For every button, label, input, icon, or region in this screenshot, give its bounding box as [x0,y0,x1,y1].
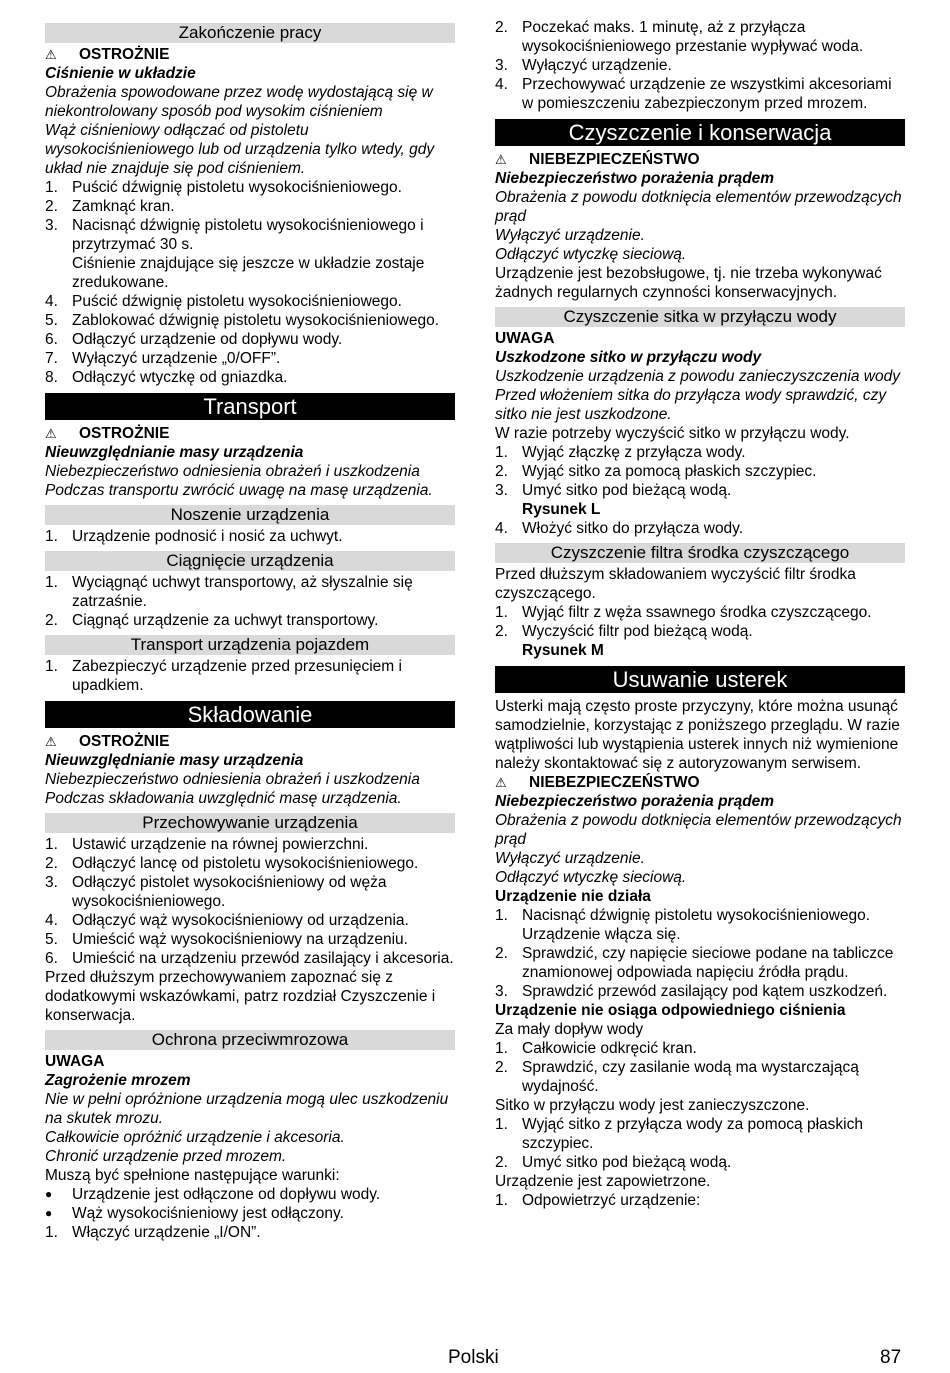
list-text: Włączyć urządzenie „I/ON”. [72,1224,261,1241]
list-number: 1. [495,1192,508,1209]
list-text: Odłączyć wtyczkę od gniazdka. [72,369,288,386]
list-text: Umyć sitko pod bieżącą wodą. [522,1154,732,1171]
step-result: Urządzenie włącza się. [522,926,681,943]
hazard-text: Uszkodzenie urządzenia z powodu zanieczyszczenia wody [495,368,900,385]
list-text: Ustawić urządzenie na równej powierzchni. [72,836,369,853]
paragraph: Urządzenie jest bezobsługowe, tj. nie trzeba wykonywać żadnych regularnych czynności konserwacyjnych. [495,265,882,301]
section-title: Czyszczenie i konserwacja [495,119,905,146]
list-item [495,1115,905,1153]
warning-label: OSTROŻNIE [79,425,170,442]
paragraph: Za mały dopływ wody [495,1021,644,1038]
list-text: Umieścić na urządzeniu przewód zasilający i akcesoria. [72,950,454,967]
list-number: 2. [495,1059,508,1076]
bold-label: UWAGA [495,330,555,347]
hazard-text: Przed włożeniem sitka do przyłącza wody sprawdzić, czy sitko nie jest uszkodzone. [495,387,887,423]
list-text: Zabezpieczyć urządzenie przed przesunięciem i upadkiem. [72,658,402,694]
list-text: Wyjąć filtr z węża ssawnego środka czyszczącego. [522,604,872,621]
list-item [45,292,455,311]
hazard-text: Całkowicie opróżnić urządzenie i akcesoria. [45,1129,345,1146]
subsection-title: Czyszczenie sitka w przyłączu wody [495,307,905,327]
hazard-text: Niebezpieczeństwo odniesienia obrażeń i uszkodzenia [45,463,420,480]
list-item [495,1058,905,1096]
list-number: 3. [495,983,508,1000]
list-number: 2. [495,1154,508,1171]
list-text: Odłączyć urządzenie od dopływu wody. [72,331,343,348]
list-number: 2. [495,623,508,640]
hazard-heading: Nieuwzględnianie masy urządzenia [45,752,304,769]
list-item [45,911,455,930]
list-number: 1. [495,1116,508,1133]
list-text: Nacisnąć dźwignię pistoletu wysokociśnieniowego. [522,907,871,924]
list-number: 1. [45,528,58,545]
list-item [45,368,455,387]
list-text: Zamknąć kran. [72,198,175,215]
bold-label: Urządzenie nie osiąga odpowiedniego ciśnienia [495,1002,846,1019]
warning-heading [45,732,455,751]
list-number: 1. [45,179,58,196]
list-item [45,854,455,873]
hazard-text: Podczas transportu zwrócić uwagę na masę urządzenia. [45,482,433,499]
list-item [495,18,905,56]
right-column [495,18,905,1210]
list-item [495,481,905,500]
hazard-heading: Uszkodzone sitko w przyłączu wody [495,349,762,366]
list-item [45,349,455,368]
list-item [45,873,455,911]
list-item [45,178,455,197]
list-text: Odłączyć lancę od pistoletu wysokociśnieniowego. [72,855,419,872]
list-number: 5. [45,931,58,948]
list-text: Odłączyć pistolet wysokociśnieniowy od węża wysokociśnieniowego. [72,874,387,910]
list-number: 1. [45,836,58,853]
warning-triangle-icon: ⚠ [45,47,57,62]
left-column [45,18,455,1242]
list-text: Zablokować dźwignię pistoletu wysokociśnieniowego. [72,312,440,329]
list-item [495,1039,905,1058]
warning-label: NIEBEZPIECZEŃSTWO [529,151,700,168]
hazard-text: Podczas składowania uwzględnić masę urządzenia. [45,790,402,807]
subsection-title: Noszenie urządzenia [45,505,455,525]
list-number: 3. [45,217,58,234]
hazard-heading: Niebezpieczeństwo porażenia prądem [495,793,775,810]
list-number: 3. [45,874,58,891]
list-item [45,1223,455,1242]
list-text: Poczekać maks. 1 minutę, aż z przyłącza wysokociśnieniowego przestanie wypływać woda. [522,19,864,55]
hazard-text: Obrażenia z powodu dotknięcia elementów przewodzących prąd [495,812,902,848]
list-item [45,835,455,854]
list-text: Puścić dźwignię pistoletu wysokociśnieniowego. [72,179,402,196]
warning-triangle-icon: ⚠ [45,426,57,441]
paragraph: W razie potrzeby wyczyścić sitko w przyłączu wody. [495,425,850,442]
list-number: 6. [45,950,58,967]
warning-heading [45,424,455,443]
hazard-text: Wyłączyć urządzenie. [495,227,645,244]
subsection-title: Ochrona przeciwmrozowa [45,1030,455,1050]
hazard-text: Wąż ciśnieniowy odłączać od pistoletu wysokociśnieniowego lub od urządzenia tylko wtedy, gdy układ nie znajduje się pod ciśnieniem. [45,122,435,177]
list-number: 2. [495,19,508,36]
list-item [495,519,905,538]
hazard-heading: Nieuwzględnianie masy urządzenia [45,444,304,461]
list-item [495,56,905,75]
list-number: 7. [45,350,58,367]
list-number: 3. [495,57,508,74]
hazard-text: Obrażenia z powodu dotknięcia elementów przewodzących prąd [495,189,902,225]
list-text: Umieścić wąż wysokociśnieniowy na urządzeniu. [72,931,408,948]
list-item [495,982,905,1001]
footer-language: Polski [448,1347,499,1368]
page-number: 87 [880,1347,902,1368]
list-item [45,216,455,254]
warning-triangle-icon: ⚠ [45,734,57,749]
list-text: Włożyć sitko do przyłącza wody. [522,520,744,537]
list-item [45,573,455,611]
hazard-text: Obrażenia spowodowane przez wodę wydostającą się w niekontrolowany sposób pod wysokim ciśnieniem [45,84,433,120]
list-text: Odpowietrzyć urządzenie: [522,1192,701,1209]
list-item [45,330,455,349]
subsection-title: Przechowywanie urządzenia [45,813,455,833]
list-text: Urządzenie jest odłączone od dopływu wody. [72,1186,381,1203]
list-item [495,906,905,925]
subsection-title: Zakończenie pracy [45,23,455,43]
warning-label: NIEBEZPIECZEŃSTWO [529,774,700,791]
subsection-title: Czyszczenie filtra środka czyszczącego [495,543,905,563]
hazard-text: Chronić urządzenie przed mrozem. [45,1148,287,1165]
list-number: 1. [495,1040,508,1057]
list-item [495,603,905,622]
list-text: Wyciągnąć uchwyt transportowy, aż słyszalnie się zatrzaśnie. [72,574,413,610]
list-text: Ciągnąć urządzenie za uchwyt transportowy. [72,612,379,629]
list-item [45,930,455,949]
list-number: 1. [495,444,508,461]
list-number: 6. [45,331,58,348]
list-text: Wyczyścić filtr pod bieżącą wodą. [522,623,753,640]
list-item [495,443,905,462]
hazard-text: Nie w pełni opróżnione urządzenia mogą ulec uszkodzeniu na skutek mrozu. [45,1091,449,1127]
section-title: Składowanie [45,701,455,728]
list-text: Puścić dźwignię pistoletu wysokociśnieniowego. [72,293,402,310]
list-number: 8. [45,369,58,386]
list-text: Urządzenie podnosić i nosić za uchwyt. [72,528,343,545]
list-text: Wyjąć sitko za pomocą płaskich szczypiec. [522,463,817,480]
section-title: Transport [45,393,455,420]
list-item [495,1191,905,1210]
list-item [45,611,455,630]
list-text: Sprawdzić przewód zasilający pod kątem uszkodzeń. [522,983,888,1000]
list-text: Całkowicie odkręcić kran. [522,1040,697,1057]
warning-heading [495,150,905,169]
list-text: Odłączyć wąż wysokociśnieniowy od urządzenia. [72,912,409,929]
paragraph: Urządzenie jest zapowietrzone. [495,1173,711,1190]
bullet-item [45,1185,455,1204]
list-item [45,197,455,216]
bold-label: UWAGA [45,1053,105,1070]
list-number: 1. [45,574,58,591]
list-item [495,75,905,113]
list-number: 1. [45,1224,58,1241]
list-item [45,657,455,695]
list-number: 2. [495,463,508,480]
list-text: Sprawdzić, czy napięcie sieciowe podane na tabliczce znamionowej odpowiada napięciu źródła prądu. [522,945,894,981]
warning-label: OSTROŻNIE [79,46,170,63]
list-text: Wyjąć sitko z przyłącza wody za pomocą płaskich szczypiec. [522,1116,863,1152]
list-item [45,949,455,968]
subsection-title: Ciągnięcie urządzenia [45,551,455,571]
warning-label: OSTROŻNIE [79,733,170,750]
figure-reference: Rysunek M [522,642,604,659]
list-item [45,527,455,546]
warning-triangle-icon: ⚠ [495,775,507,790]
list-text: Umyć sitko pod bieżącą wodą. [522,482,732,499]
list-number: 1. [495,907,508,924]
list-text: Wyjąć złączkę z przyłącza wody. [522,444,746,461]
list-number: 2. [495,945,508,962]
list-number: 4. [495,76,508,93]
bullet-icon: ● [45,1187,53,1201]
warning-heading [495,773,905,792]
bold-label: Urządzenie nie działa [495,888,651,905]
bullet-icon: ● [45,1206,53,1220]
list-number: 1. [495,604,508,621]
hazard-heading: Niebezpieczeństwo porażenia prądem [495,170,775,187]
hazard-text: Odłączyć wtyczkę sieciową. [495,869,687,886]
list-text: Sprawdzić, czy zasilanie wodą ma wystarczającą wydajność. [522,1059,859,1095]
list-number: 1. [45,658,58,675]
list-item [495,944,905,982]
figure-reference: Rysunek L [522,501,601,518]
step-result: Ciśnienie znajdujące się jeszcze w układzie zostaje zredukowane. [72,255,425,291]
paragraph: Muszą być spełnione następujące warunki: [45,1167,340,1184]
list-number: 2. [45,198,58,215]
list-item [495,1153,905,1172]
list-number: 5. [45,312,58,329]
list-item [495,622,905,641]
subsection-title: Transport urządzenia pojazdem [45,635,455,655]
paragraph: Przed dłuższym przechowywaniem zapoznać się z dodatkowymi wskazówkami, patrz rozdział Czyszczenie i konserwacja. [45,969,436,1024]
hazard-heading: Zagrożenie mrozem [45,1072,191,1089]
list-number: 3. [495,482,508,499]
list-text: Nacisnąć dźwignię pistoletu wysokociśnieniowego i przytrzymać 30 s. [72,217,424,253]
warning-heading [45,45,455,64]
list-number: 4. [45,912,58,929]
paragraph: Sitko w przyłączu wody jest zanieczyszczone. [495,1097,810,1114]
list-item [45,311,455,330]
paragraph: Usterki mają często proste przyczyny, które można usunąć samodzielnie, korzystając z poniższego przeglądu. W razie wątpliwości lub wystąpienia usterek innych niż wymienione należy skontaktować się z autoryzowanym serwisem. [495,698,900,772]
hazard-text: Odłączyć wtyczkę sieciową. [495,246,687,263]
list-number: 2. [45,855,58,872]
list-number: 2. [45,612,58,629]
list-text: Przechowywać urządzenie ze wszystkimi akcesoriami w pomieszczeniu zabezpieczonym przed mrozem. [522,76,892,112]
list-text: Wyłączyć urządzenie „0/OFF”. [72,350,281,367]
hazard-text: Wyłączyć urządzenie. [495,850,645,867]
list-item [495,462,905,481]
list-text: Wąż wysokociśnieniowy jest odłączony. [72,1205,344,1222]
bullet-item [45,1204,455,1223]
warning-triangle-icon: ⚠ [495,152,507,167]
paragraph: Przed dłuższym składowaniem wyczyścić filtr środka czyszczącego. [495,566,856,602]
hazard-heading: Ciśnienie w układzie [45,65,196,82]
list-number: 4. [45,293,58,310]
hazard-text: Niebezpieczeństwo odniesienia obrażeń i uszkodzenia [45,771,420,788]
list-text: Wyłączyć urządzenie. [522,57,672,74]
section-title: Usuwanie usterek [495,666,905,693]
list-number: 4. [495,520,508,537]
